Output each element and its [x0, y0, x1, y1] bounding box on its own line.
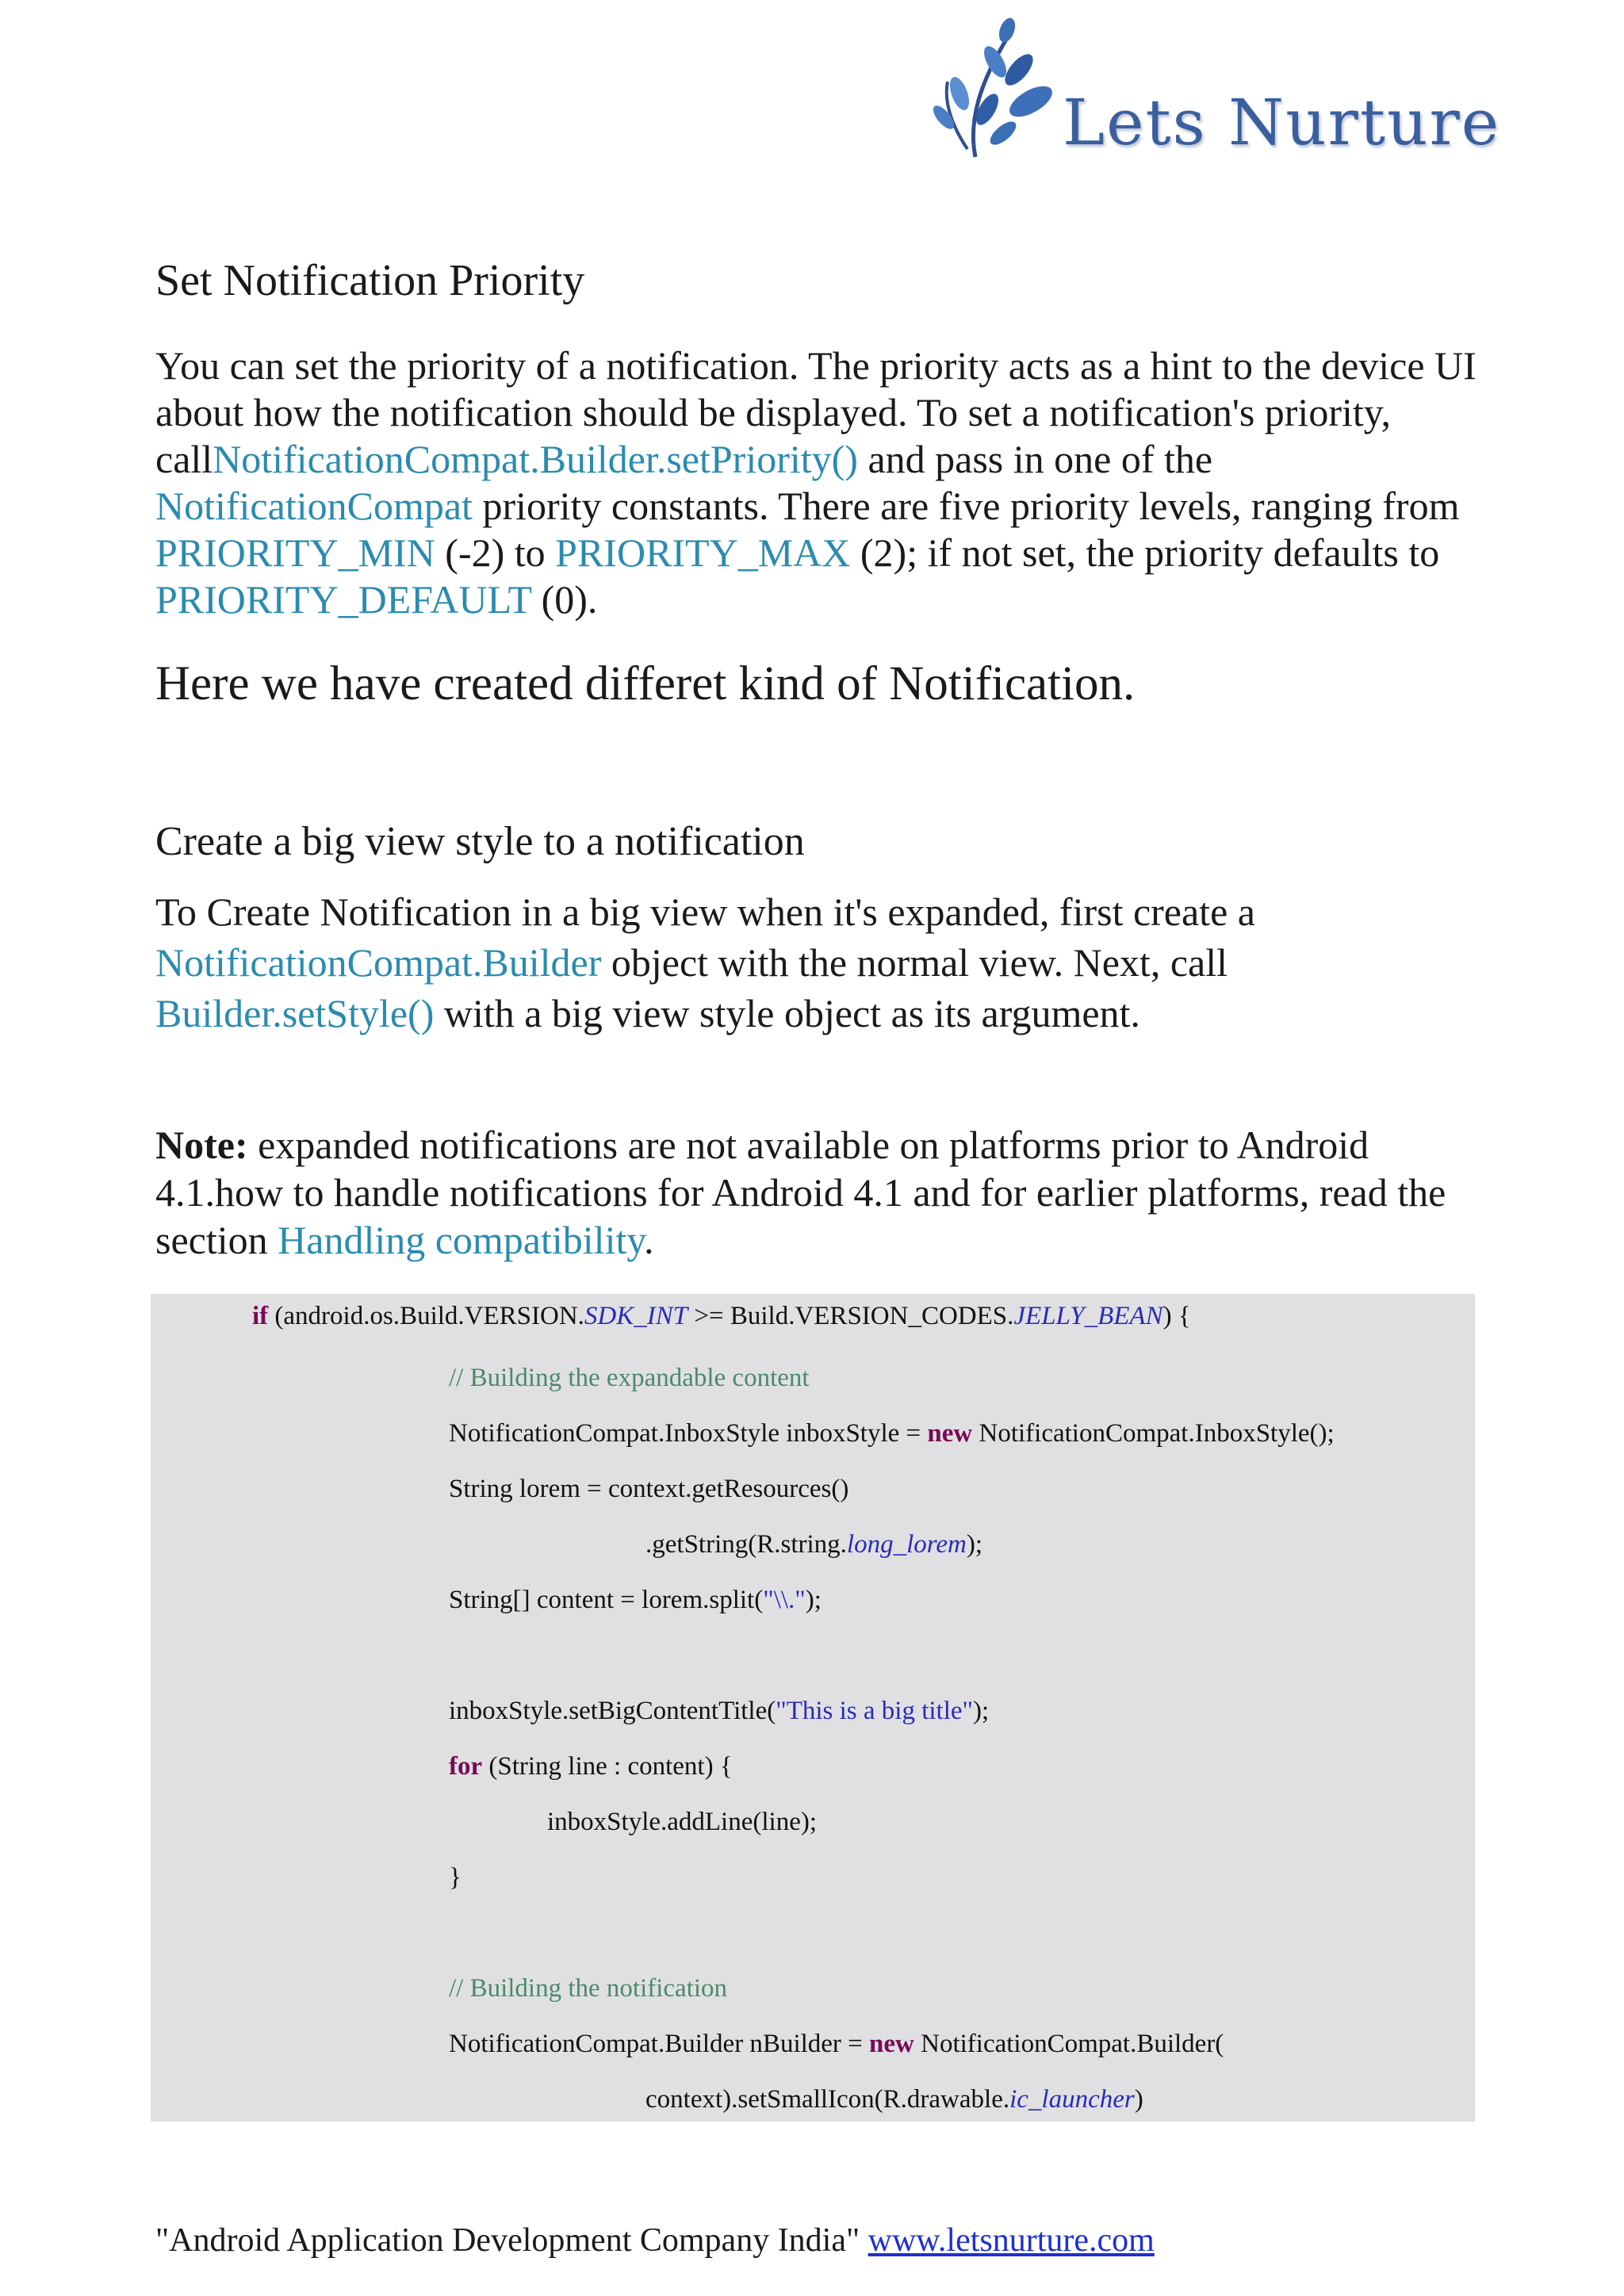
code-comment: // Building the notification	[449, 1974, 728, 2003]
highlight-line: Here we have created differet kind of Notification.	[155, 657, 1136, 710]
code-line: }	[449, 1863, 462, 1892]
code-block	[151, 1294, 1475, 2122]
link-notificationcompat[interactable]: NotificationCompat	[155, 484, 473, 528]
code-line	[449, 1586, 822, 1615]
code-line	[252, 1302, 1191, 1331]
code-comment: // Building the expandable content	[449, 1364, 810, 1392]
code-constant: SDK_INT	[584, 1302, 688, 1330]
code-text: NotificationCompat.Builder nBuilder =	[449, 2030, 870, 2058]
company-logo	[920, 6, 1501, 165]
code-text: ) {	[1162, 1302, 1191, 1330]
text: priority constants. There are five priority levels, ranging from	[472, 484, 1460, 528]
footer	[155, 2221, 1155, 2260]
text: (0).	[531, 577, 598, 622]
code-line	[449, 2030, 1224, 2059]
text: with a big view style object as its argument.	[434, 991, 1140, 1035]
code-text: (String line : content) {	[482, 1752, 733, 1781]
code-text: context).setSmallIcon(R.drawable.	[645, 2085, 1010, 2114]
code-constant: JELLY_BEAN	[1013, 1302, 1163, 1330]
code-text: NotificationCompat.InboxStyle();	[972, 1419, 1335, 1448]
code-line	[645, 2085, 1143, 2114]
code-text: >= Build.VERSION_CODES.	[688, 1302, 1014, 1330]
link-setpriority[interactable]: NotificationCompat.Builder.setPriority()	[213, 437, 858, 481]
code-text: );	[966, 1530, 983, 1559]
code-line: String lorem = context.getResources()	[449, 1475, 849, 1503]
code-keyword: new	[927, 1419, 973, 1448]
note-paragraph	[155, 1121, 1503, 1264]
code-text: .getString(R.string.	[645, 1530, 847, 1559]
link-builder[interactable]: NotificationCompat.Builder	[155, 940, 602, 985]
section-title-big-view: Create a big view style to a notification	[155, 819, 805, 864]
text: (-2) to	[435, 530, 556, 575]
code-keyword: if	[252, 1302, 269, 1330]
link-priority-max[interactable]: PRIORITY_MAX	[555, 530, 851, 575]
leaf-branch-icon	[920, 6, 1078, 165]
footer-text: "Android Application Development Company India"	[155, 2222, 868, 2259]
code-text: inboxStyle.setBigContentTitle(	[449, 1697, 776, 1725]
logo-text: Lets Nurture	[1063, 86, 1501, 159]
text: .	[644, 1218, 654, 1262]
text: You can set the priority of a notification. The priority acts as a hint to the device UI about how the notification should be displayed. To set a notification's priority, call	[155, 343, 1477, 481]
code-string: "This is a big title"	[776, 1697, 973, 1725]
note-label: Note:	[155, 1123, 248, 1167]
link-handling-compatibility[interactable]: Handling compatibility	[278, 1218, 645, 1262]
code-text: );	[973, 1697, 990, 1725]
code-text: );	[805, 1586, 822, 1614]
text: object with the normal view. Next, call	[601, 940, 1228, 985]
code-line	[449, 1697, 989, 1726]
paragraph-priority	[155, 342, 1503, 623]
link-setstyle[interactable]: Builder.setStyle()	[155, 991, 435, 1035]
text: (2); if not set, the priority defaults to	[850, 530, 1440, 575]
code-constant: long_lorem	[846, 1530, 967, 1559]
link-priority-default[interactable]: PRIORITY_DEFAULT	[155, 577, 532, 622]
section-title-priority: Set Notification Priority	[155, 256, 585, 305]
code-text: (android.os.Build.VERSION.	[268, 1302, 584, 1330]
code-line: inboxStyle.addLine(line);	[547, 1808, 818, 1836]
text: expanded notifications are not available on platforms prior to Android 4.1.how to handle notifications for Android 4.1 and for earlier platforms, read the section	[155, 1123, 1446, 1262]
code-line	[449, 1419, 1335, 1448]
code-keyword: new	[869, 2030, 914, 2058]
code-text: NotificationCompat.InboxStyle inboxStyle =	[449, 1419, 928, 1448]
paragraph-big-view	[155, 886, 1503, 1039]
code-string: "\\."	[763, 1586, 806, 1614]
code-line	[449, 1752, 733, 1781]
code-text: String[] content = lorem.split(	[449, 1586, 764, 1614]
footer-link[interactable]: www.letsnurture.com	[868, 2222, 1155, 2259]
code-constant: ic_launcher	[1009, 2085, 1135, 2114]
link-priority-min[interactable]: PRIORITY_MIN	[155, 530, 435, 575]
code-keyword: for	[449, 1752, 483, 1781]
code-text: )	[1134, 2085, 1143, 2114]
code-line	[645, 1530, 982, 1559]
code-text: NotificationCompat.Builder(	[914, 2030, 1224, 2058]
text: To Create Notification in a big view when it's expanded, first create a	[155, 890, 1255, 934]
text: and pass in one of the	[857, 437, 1213, 481]
